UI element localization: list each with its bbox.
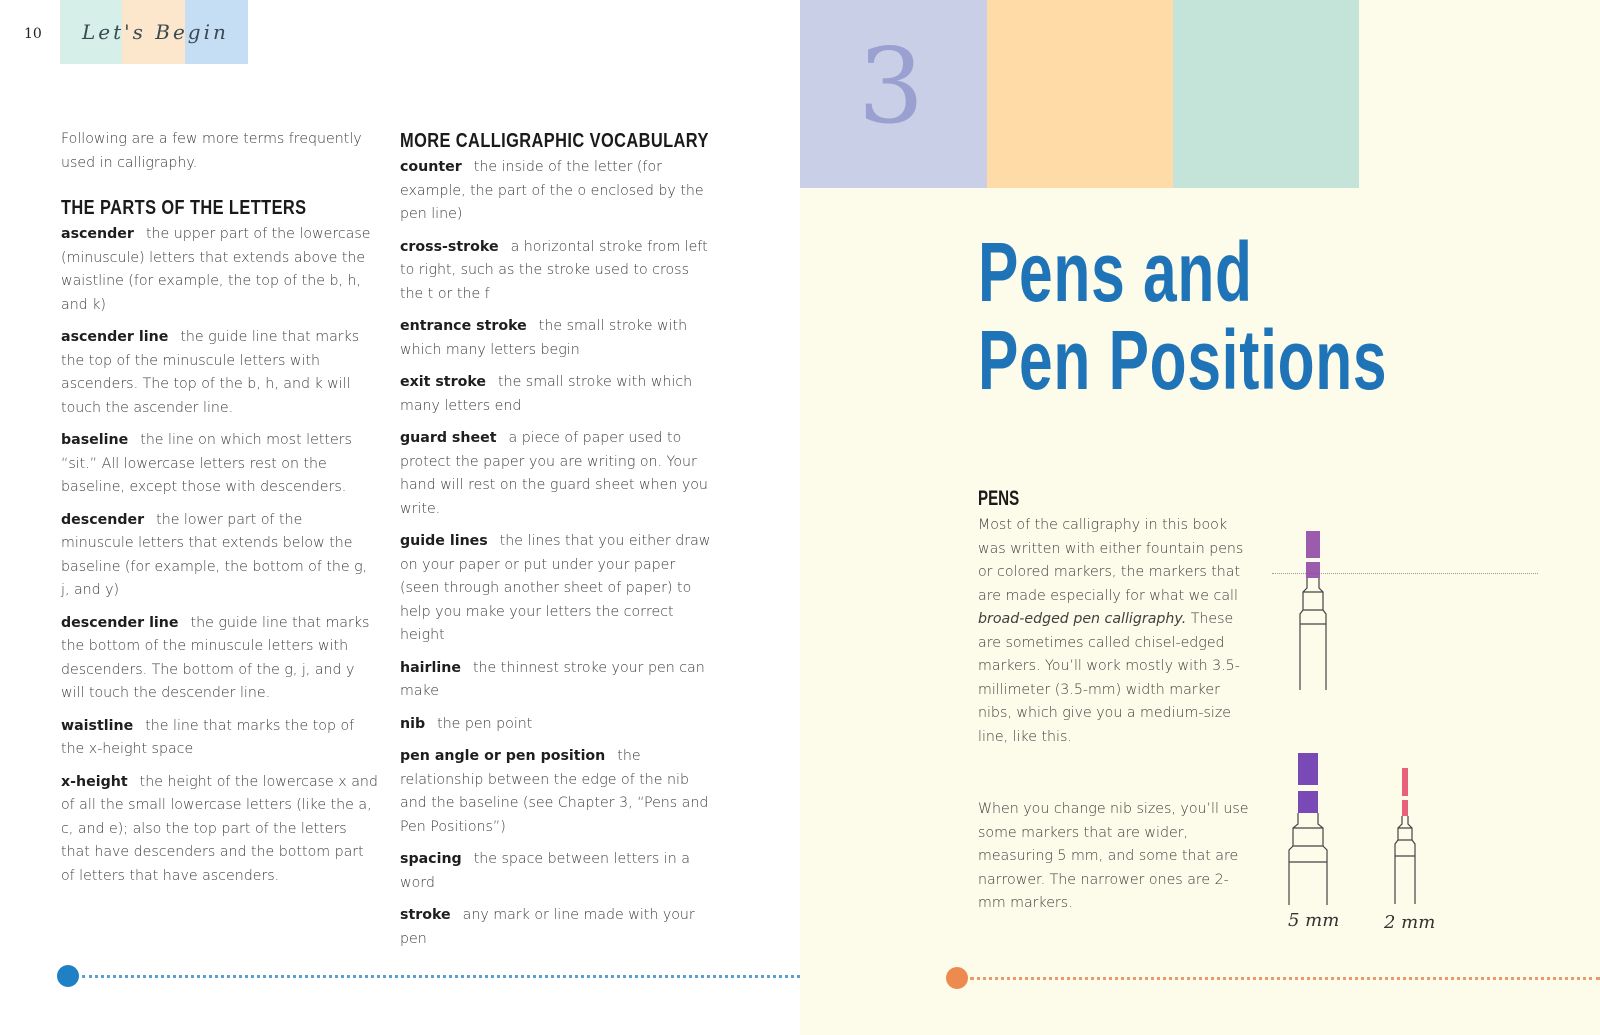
term-definition: any mark or line made with your pen <box>400 907 695 947</box>
footer-dotted-line-left <box>82 975 800 978</box>
term-definition: the height of the lowercase x and of all the small lowercase letters (like the a, c, and e); also the top part of the letters that have descenders and the bottom part of letters that have ascenders. <box>61 773 378 884</box>
ink-stroke-top <box>1402 768 1408 796</box>
pens-paragraph-1-b: These are sometimes called chisel-edged markers. You’ll work mostly with 3.5-millimeter (3.5-mm) width marker nibs, which give you a medium-size line, like this. <box>978 611 1240 745</box>
pens-paragraph-1-a: Most of the calligraphy in this book was written with either fountain pens or colored markers, the markers that are made especially for what we call <box>978 517 1244 604</box>
term-name: guide lines <box>400 533 488 549</box>
chapter-title-line-2: Pen Positions <box>978 313 1388 407</box>
chapter-color-3 <box>1173 0 1359 188</box>
glossary-term <box>61 509 379 603</box>
term-name: ascender line <box>61 329 169 345</box>
glossary-term <box>400 427 712 521</box>
chapter-title <box>978 225 1388 407</box>
term-definition: the line on which most letters “sit.” All lowercase letters rest on the baseline, except those with descenders. <box>61 432 352 495</box>
left-term-list <box>61 223 379 888</box>
term-name: descender line <box>61 614 179 631</box>
glossary-term <box>61 771 379 889</box>
marker-5mm-illustration <box>1284 750 1344 910</box>
term-name: counter <box>400 159 462 175</box>
glossary-term <box>61 223 379 317</box>
glossary-term <box>400 904 712 951</box>
chapter-number: 3 <box>858 25 925 147</box>
glossary-term <box>400 236 712 307</box>
term-name: x-height <box>61 773 128 790</box>
term-definition: the guide line that marks the bottom of the minuscule letters with descenders. The bottom of the g, j, and y will touch the descender line. <box>61 614 370 701</box>
middle-column <box>400 128 712 960</box>
glossary-term <box>400 848 712 895</box>
term-definition: the lines that you either draw on your paper or put under your paper (seen through another sheet of paper) to help you make your letters the correct height <box>400 533 711 643</box>
chapter-color-1 <box>800 0 987 188</box>
term-name: cross-stroke <box>400 238 499 255</box>
term-name: spacing <box>400 851 462 867</box>
section-title-vocabulary: MORE CALLIGRAPHIC VOCABULARY <box>400 130 709 152</box>
label-2mm: 2 mm <box>1384 912 1436 933</box>
footer-dot-right <box>946 967 968 989</box>
term-name: baseline <box>61 432 129 448</box>
term-definition: the lower part of the minuscule letters that extends below the baseline (for example, the bottom of the g, j, and y) <box>61 511 368 598</box>
ink-stroke-top <box>1306 531 1320 558</box>
term-name: hairline <box>400 659 461 676</box>
pens-heading: PENS <box>978 487 1020 510</box>
term-name: waistline <box>61 717 134 734</box>
ink-stroke-bottom <box>1402 800 1408 816</box>
marker-body <box>1395 816 1415 904</box>
term-definition: the pen point <box>437 715 533 732</box>
glossary-term <box>400 657 712 704</box>
glossary-term <box>400 156 712 227</box>
ink-stroke-bottom <box>1306 562 1320 578</box>
term-definition: the inside of the letter (for example, the part of the o enclosed by the pen line) <box>400 159 704 222</box>
term-definition: the relationship between the edge of the nib and the baseline (see Chapter 3, “Pens and Pen Positions”) <box>400 748 709 835</box>
glossary-term <box>61 326 379 420</box>
term-name: exit stroke <box>400 374 487 390</box>
pens-section <box>978 486 1250 749</box>
ink-stroke-top <box>1298 753 1318 785</box>
chapter-color-block <box>800 0 1359 188</box>
marker-2mm-illustration <box>1386 764 1426 910</box>
term-name: entrance stroke <box>400 318 527 334</box>
glossary-term <box>400 713 712 737</box>
term-definition: the thinnest stroke your pen can make <box>400 659 705 699</box>
glossary-term <box>400 315 712 362</box>
intro-text: Following are a few more terms frequently used in calligraphy. <box>61 131 362 171</box>
glossary-term <box>61 715 379 762</box>
marker-3-5mm-illustration <box>1290 526 1340 694</box>
term-definition: a piece of paper used to protect the paper you are writing on. Your hand will rest on the guard sheet when you write. <box>400 430 708 517</box>
ink-stroke-bottom <box>1298 791 1318 813</box>
pens-paragraph-2: When you change nib sizes, you’ll use some markers that are wider, measuring 5 mm, and some that are narrower. The narrower ones are 2-mm markers. <box>978 801 1249 911</box>
glossary-term <box>400 371 712 418</box>
term-name: ascender <box>61 226 134 242</box>
term-definition: the upper part of the lowercase (minuscule) letters that extends above the waistline (for example, the top of the b, h, and k) <box>61 226 371 313</box>
term-name: guard sheet <box>400 430 497 446</box>
term-definition: the line that marks the top of the x-height space <box>61 717 355 757</box>
chapter-title-line-1: Pens and <box>978 225 1253 319</box>
glossary-term <box>61 429 379 500</box>
footer-dotted-line-right <box>970 977 1600 980</box>
glossary-term <box>400 745 712 839</box>
marker-body <box>1300 578 1326 690</box>
term-definition: the space between letters in a word <box>400 851 690 891</box>
term-definition: the small stroke with which many letters end <box>400 374 693 414</box>
term-definition: the small stroke with which many letters begin <box>400 318 688 358</box>
running-header-title: Let's Begin <box>82 20 229 44</box>
footer-dot-left <box>57 965 79 987</box>
pens-paragraph-1 <box>978 514 1250 749</box>
middle-term-list <box>400 156 712 951</box>
glossary-term <box>61 612 379 706</box>
term-name: descender <box>61 511 145 528</box>
page-number: 10 <box>24 26 42 42</box>
marker-body <box>1289 813 1327 905</box>
term-name: stroke <box>400 907 451 923</box>
left-column <box>61 128 379 897</box>
glossary-term <box>400 530 712 648</box>
pens-paragraph-1-italic: broad-edged pen calligraphy. <box>978 611 1187 627</box>
term-definition: a horizontal stroke from left to right, such as the stroke used to cross the t or the f <box>400 238 708 302</box>
chapter-color-2 <box>987 0 1173 188</box>
term-name: nib <box>400 715 426 732</box>
term-name: pen angle or pen position <box>400 748 606 764</box>
section-title-parts: THE PARTS OF THE LETTERS <box>61 197 307 219</box>
label-5mm: 5 mm <box>1288 910 1340 931</box>
term-definition: the guide line that marks the top of the minuscule letters with ascenders. The top of the b, h, and k will touch the ascender line. <box>61 329 360 416</box>
